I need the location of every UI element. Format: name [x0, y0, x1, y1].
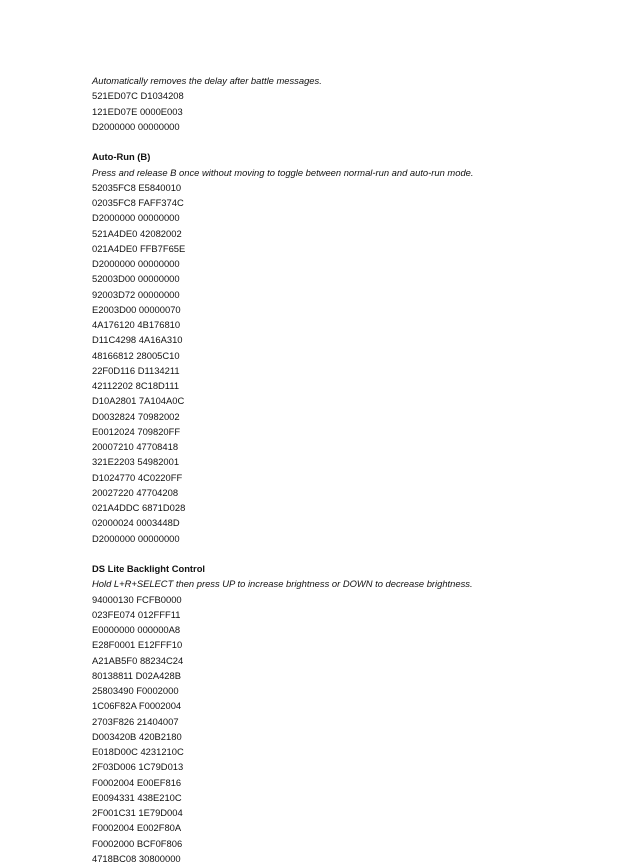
code-line: E018D00C 4231210C	[92, 746, 184, 757]
code-line: E0000000 000000A8	[92, 624, 181, 635]
code-line: 521ED07C D1034208	[92, 90, 184, 102]
cheat-section	[92, 73, 612, 134]
code-line: 521A4DE0 42082002	[92, 227, 182, 239]
code-line: 20027220 47704208	[92, 486, 179, 498]
code-line: F0002000 BCF0F806	[92, 837, 183, 849]
code-line: 2703F826 21404007	[92, 715, 179, 727]
code-line: 02000024 0003448D	[92, 517, 180, 529]
code-line: 42112202 8C18D111	[92, 380, 180, 391]
code-line: 92003D72 00000000	[92, 288, 180, 300]
cheat-section	[92, 561, 612, 866]
code-line: 25803490 F0002000	[92, 685, 179, 696]
code-line: 4A176120 4B176810	[92, 319, 181, 330]
code-line: 2F001C31 1E79D004	[92, 807, 183, 818]
code-line: F0002004 E00EF816	[92, 776, 182, 788]
code-line: 94000130 FCFB0000	[92, 593, 182, 605]
section-spacer	[92, 546, 612, 561]
code-line: E0012024 709820FF	[92, 425, 181, 437]
section-spacer	[92, 134, 612, 149]
code-line: D2000000 00000000	[92, 212, 180, 224]
code-line: 1C06F82A F0002004	[92, 700, 182, 712]
section-description: Press and release B once without moving to toggle between normal-run and auto-run mode.	[92, 166, 474, 178]
code-line: D1024770 4C0220FF	[92, 471, 183, 483]
code-line: E28F0001 E12FFF10	[92, 639, 183, 651]
code-line: D2000000 00000000	[92, 258, 180, 269]
code-line: 321E2203 54982001	[92, 456, 180, 468]
code-line: 52003D00 00000000	[92, 273, 180, 285]
code-line: D10A2801 7A104A0C	[92, 395, 185, 407]
code-line: 2F03D006 1C79D013	[92, 761, 184, 773]
code-line: 121ED07E 0000E003	[92, 105, 183, 117]
code-line: D003420B 420B2180	[92, 730, 182, 742]
code-line: 20007210 47708418	[92, 441, 179, 452]
code-line: 02035FC8 FAFF374C	[92, 197, 184, 208]
code-line: 021A4DDC 6871D028	[92, 502, 186, 513]
code-line: 22F0D116 D1134211	[92, 364, 180, 376]
code-line: A21AB5F0 88234C24	[92, 654, 184, 666]
code-line: D2000000 00000000	[92, 532, 180, 544]
code-line: D2000000 00000000	[92, 120, 180, 132]
code-line: D11C4298 4A16A310	[92, 334, 183, 346]
code-line: F0002004 E002F80A	[92, 822, 182, 834]
code-line: 023FE074 012FFF11	[92, 608, 181, 620]
section-title: DS Lite Backlight Control	[92, 563, 206, 574]
code-line: 021A4DE0 FFB7F65E	[92, 242, 186, 254]
code-line: 48166812 28005C10	[92, 349, 180, 361]
code-line: 52035FC8 E5840010	[92, 181, 182, 193]
code-line: E0094331 438E210C	[92, 791, 182, 803]
code-line: E2003D00 00000070	[92, 303, 181, 315]
code-line: D0032824 70982002	[92, 410, 180, 422]
cheat-section	[92, 149, 612, 546]
section-description: Automatically removes the delay after battle messages.	[92, 75, 322, 86]
section-description: Hold L+R+SELECT then press UP to increase brightness or DOWN to decrease brightness.	[92, 578, 473, 590]
code-line: 80138811 D02A428B	[92, 669, 181, 681]
code-line: 4718BC08 30800000	[92, 852, 181, 864]
section-title: Auto-Run (B)	[92, 151, 151, 163]
document-page	[92, 73, 612, 866]
